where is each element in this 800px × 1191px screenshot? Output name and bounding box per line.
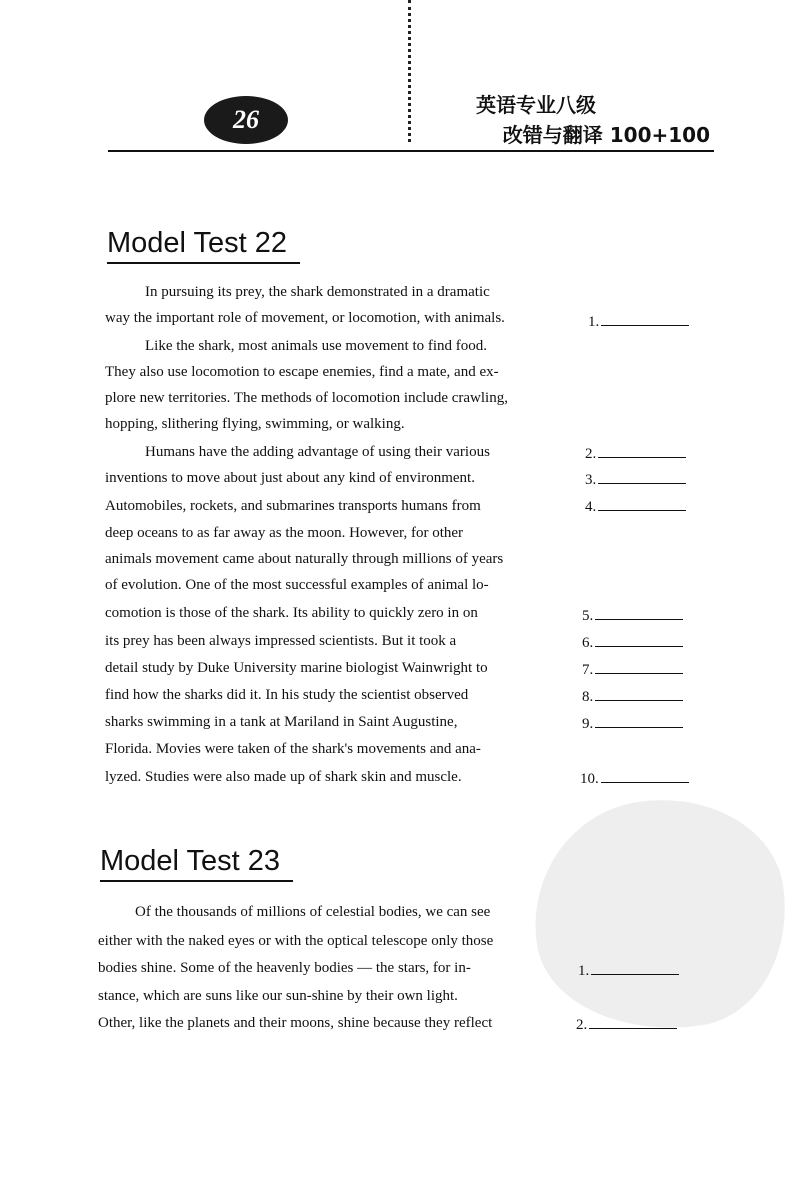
header-rule: [108, 150, 714, 152]
book-title: [476, 90, 710, 150]
answer-blank[interactable]: [578, 958, 679, 984]
answer-blank[interactable]: [582, 657, 683, 683]
page-number-badge: 26: [204, 96, 288, 144]
blank-number: 4.: [585, 499, 597, 515]
text-line: Automobiles, rockets, and submarines transports humans from: [105, 498, 481, 514]
text-line: way the important role of movement, or locomotion, with animals.: [105, 310, 505, 326]
text-line: lyzed. Studies were also made up of shark skin and muscle.: [105, 769, 462, 785]
text-line: of evolution. One of the most successful examples of animal lo-: [105, 577, 489, 593]
text-line: detail study by Duke University marine biologist Wainwright to: [105, 660, 488, 676]
text-line: animals movement came about naturally through millions of years: [105, 551, 504, 567]
answer-blank[interactable]: [580, 766, 689, 792]
text-line: deep oceans to as far away as the moon. However, for other: [105, 525, 464, 541]
text-line: stance, which are suns like our sun-shine by their own light.: [98, 988, 458, 1004]
text-line: Florida. Movies were taken of the shark's movements and ana-: [105, 741, 481, 757]
answer-blank[interactable]: [585, 494, 686, 520]
text-line: Humans have the adding advantage of using their various: [145, 444, 490, 460]
section-title-test-23: Model Test 23: [100, 844, 293, 882]
answer-blank[interactable]: [582, 630, 683, 656]
text-line: Other, like the planets and their moons, shine because they reflect: [98, 1015, 493, 1031]
blank-number: 9.: [582, 716, 594, 732]
blank-number: 6.: [582, 635, 594, 651]
blank-number: 8.: [582, 689, 594, 705]
answer-blank[interactable]: [582, 684, 683, 710]
blank-number: 2.: [585, 446, 597, 462]
text-line: find how the sharks did it. In his study the scientist observed: [105, 687, 469, 703]
text-line: hopping, slithering flying, swimming, or walking.: [105, 416, 405, 432]
answer-blank[interactable]: [588, 309, 689, 335]
book-title-line-2: 改错与翻译 100+100: [502, 123, 710, 147]
text-line: Of the thousands of millions of celestial bodies, we can see: [135, 904, 491, 920]
text-line: plore new territories. The methods of locomotion include crawling,: [105, 390, 508, 406]
answer-blank[interactable]: [585, 441, 686, 467]
section-title-test-22: Model Test 22: [107, 226, 300, 264]
text-line: either with the naked eyes or with the optical telescope only those: [98, 933, 494, 949]
text-line: Like the shark, most animals use movement to find food.: [145, 338, 488, 354]
book-title-line-1: 英语专业八级: [476, 93, 596, 117]
blank-number: 1.: [578, 963, 590, 979]
answer-blank[interactable]: [582, 711, 683, 737]
text-line: sharks swimming in a tank at Mariland in Saint Augustine,: [105, 714, 458, 730]
text-line: They also use locomotion to escape enemies, find a mate, and ex-: [105, 364, 499, 380]
text-line: In pursuing its prey, the shark demonstrated in a dramatic: [145, 284, 490, 300]
text-line: bodies shine. Some of the heavenly bodies — the stars, for in-: [98, 960, 471, 976]
blank-number: 7.: [582, 662, 594, 678]
blank-number: 1.: [588, 314, 600, 330]
text-line: its prey has been always impressed scientists. But it took a: [105, 633, 457, 649]
blank-number: 5.: [582, 608, 594, 624]
answer-blank[interactable]: [582, 603, 683, 629]
answer-blank[interactable]: [576, 1012, 677, 1038]
text-line: comotion is those of the shark. Its ability to quickly zero in on: [105, 605, 478, 621]
answer-blank[interactable]: [585, 467, 686, 493]
text-line: inventions to move about just about any kind of environment.: [105, 470, 475, 486]
blank-number: 3.: [585, 472, 597, 488]
blank-number: 10.: [580, 771, 599, 787]
blank-number: 2.: [576, 1017, 588, 1033]
dotted-divider: [408, 0, 411, 142]
